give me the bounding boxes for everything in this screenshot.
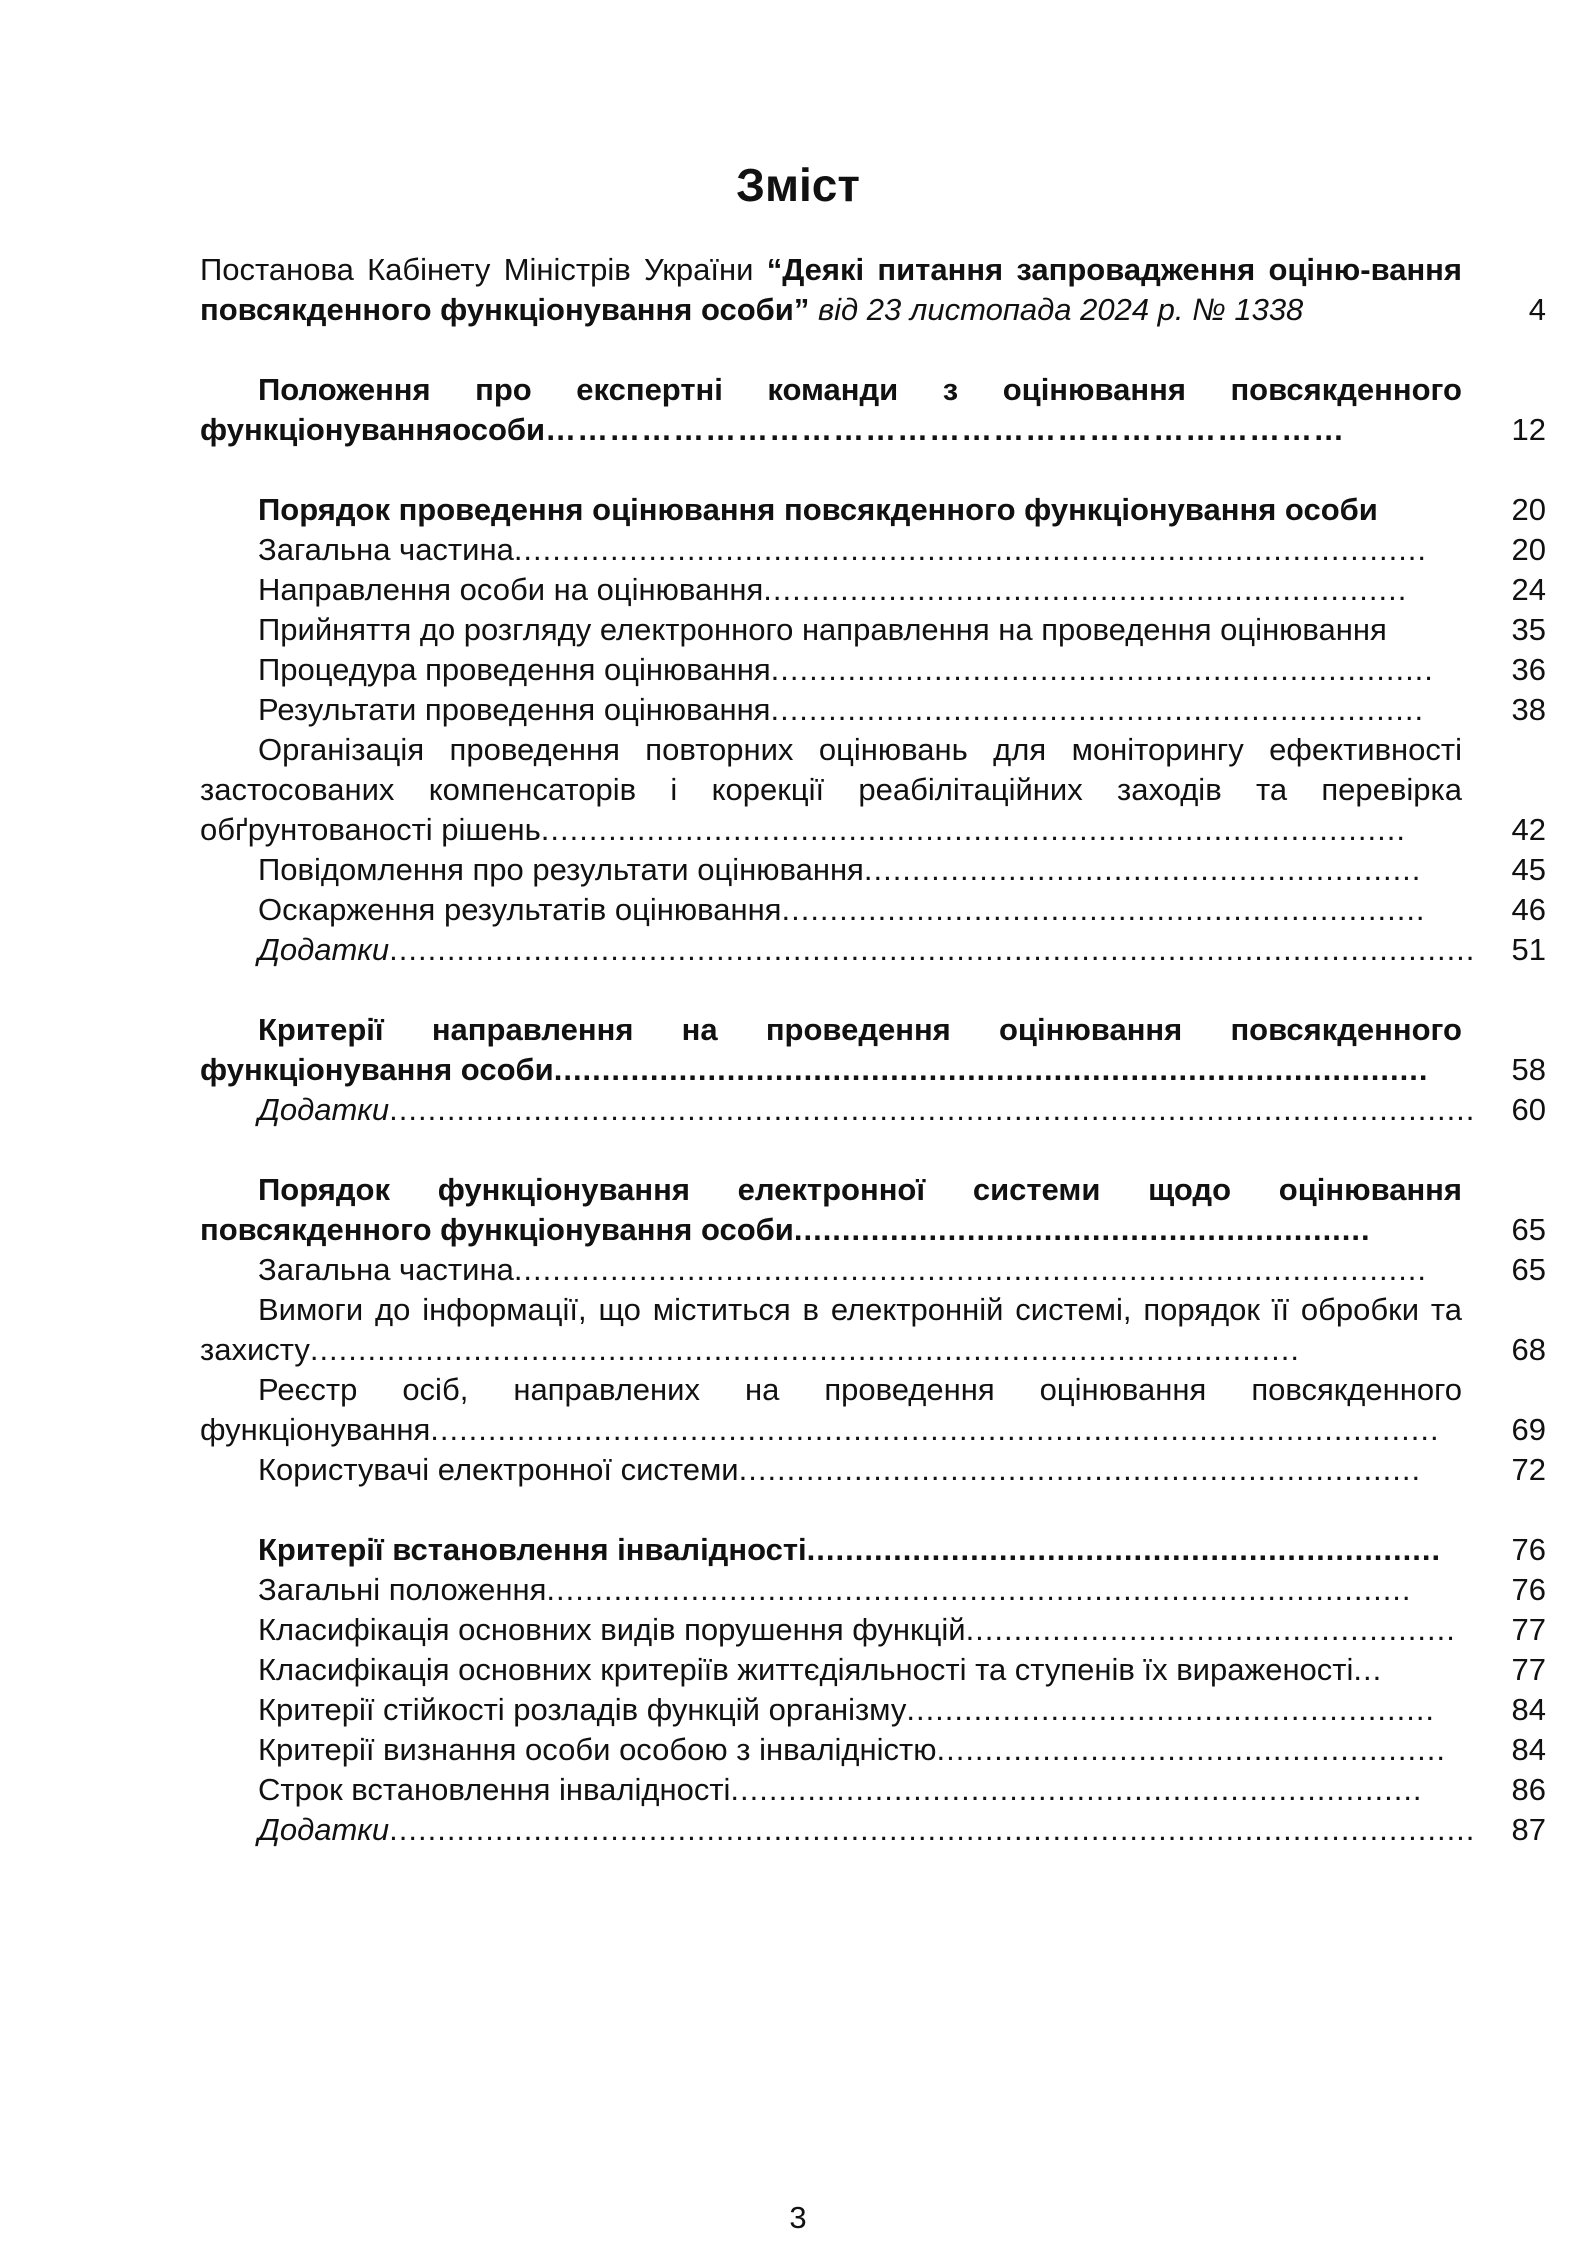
toc-entry (200, 690, 1546, 730)
toc-page-number: 72 (1511, 1452, 1546, 1487)
toc-entry-title: Загальна частина (258, 1252, 514, 1287)
section-spacer (200, 330, 1546, 370)
toc-entry (200, 650, 1546, 690)
toc-entry-text (200, 610, 1462, 650)
table-of-contents (200, 250, 1546, 1850)
toc-entry (200, 1290, 1546, 1370)
toc-entry-title: Положення про експертні команди з оцінювання повсякденного функціонуванняособи (200, 372, 1462, 447)
toc-entry-text (200, 490, 1462, 530)
dot-leader: ........................................................................................... (553, 1052, 1429, 1087)
toc-entry-text (200, 850, 1462, 890)
toc-page-number: 87 (1511, 1812, 1546, 1847)
toc-entry-title: Процедура проведення оцінювання (258, 652, 771, 687)
toc-entry (200, 730, 1546, 850)
toc-section (200, 1530, 1546, 1850)
toc-entry-title: Класифікація основних видів порушення функцій (258, 1612, 966, 1647)
toc-page-number: 77 (1511, 1652, 1546, 1687)
toc-entry-title: Додатки (258, 932, 390, 967)
toc-page-number: 38 (1511, 692, 1546, 727)
dot-leader: .......................................................................................... (540, 812, 1406, 847)
dot-leader: ................................................................................................................. (389, 932, 1476, 967)
dot-leader: ............................................................ (793, 1212, 1371, 1247)
toc-entry-text (200, 1370, 1462, 1450)
section-spacer (200, 1490, 1546, 1530)
toc-entry (200, 530, 1546, 570)
toc-entry (200, 1250, 1546, 1290)
dot-leader: .......................................................... (863, 852, 1422, 887)
toc-entry-title: Оскарження результатів оцінювання (258, 892, 782, 927)
dot-leader: ........................................................................ (730, 1772, 1423, 1807)
toc-entry-text (200, 1010, 1462, 1090)
toc-entry (200, 570, 1546, 610)
toc-entry (200, 1610, 1546, 1650)
toc-entry-text (200, 1570, 1462, 1610)
toc-entry (200, 1370, 1546, 1450)
toc-entry-title: Повідомлення про результати оцінювання (258, 852, 864, 887)
toc-page-number: 42 (1511, 812, 1546, 847)
dot-leader: ………………………………………………………………… (545, 412, 1346, 447)
toc-entry (200, 850, 1546, 890)
dot-leader: ................................................................................................................. (389, 1812, 1476, 1847)
dot-leader: ....................................................................................................... (309, 1332, 1300, 1367)
dot-leader: ......................................................................................................... (430, 1412, 1440, 1447)
toc-page-number: 58 (1511, 1052, 1546, 1087)
toc-entry-title: Критерії стійкості розладів функцій організму (258, 1692, 907, 1727)
toc-section (200, 1010, 1546, 1130)
toc-page-number: 68 (1511, 1332, 1546, 1367)
toc-page-number: 35 (1511, 612, 1546, 647)
toc-entry-title: Класифікація основних критеріїв життєдіяльності та ступенів їх вираженості (258, 1652, 1354, 1687)
toc-page-number: 84 (1511, 1732, 1546, 1767)
toc-section (200, 1170, 1546, 1490)
toc-entry-title: Прийняття до розгляду електронного направлення на проведення оцінювання (258, 612, 1387, 647)
toc-page-number: 45 (1511, 852, 1546, 887)
toc-entry-text (200, 570, 1462, 610)
toc-page-number: 60 (1511, 1092, 1546, 1127)
toc-entry (200, 1730, 1546, 1770)
decree-title-plain: Постанова Кабінету Міністрів України (200, 252, 767, 287)
toc-entry-text (200, 1730, 1462, 1770)
decree-title-bold: “Деякі питання запровадження оціню-вання повсякденного функціонування особи” (200, 252, 1462, 327)
toc-entry-title: Критерії визнання особи особою з інвалідністю (258, 1732, 937, 1767)
toc-entry (200, 1570, 1546, 1610)
toc-entry-text (200, 1290, 1462, 1370)
toc-entry-text (200, 530, 1462, 570)
toc-entry-title: Порядок проведення оцінювання повсякденного функціонування особи (258, 492, 1378, 527)
toc-page-number: 46 (1511, 892, 1546, 927)
toc-entry-text (200, 1170, 1462, 1250)
dot-leader: ................................................................... (781, 892, 1426, 927)
toc-entry (200, 1450, 1546, 1490)
dot-leader: ............................................................................................... (513, 532, 1428, 567)
toc-entry (200, 1170, 1546, 1250)
dot-leader: ... (1353, 1652, 1383, 1687)
toc-entry-text (200, 250, 1462, 330)
toc-entry (200, 1810, 1546, 1850)
toc-entry (200, 610, 1546, 650)
toc-page-number: 86 (1511, 1772, 1546, 1807)
toc-entry (200, 1010, 1546, 1090)
toc-entry-title: Організація проведення повторних оцінювань для моніторингу ефективності застосованих компенсаторів і корекції реабілітаційних заходів та перевірка обґрунтованості рішень (200, 732, 1462, 847)
toc-entry-text (200, 890, 1462, 930)
toc-page-number: 77 (1511, 1612, 1546, 1647)
dot-leader: ..................................................................... (770, 652, 1434, 687)
dot-leader: ............................................................................................... (513, 1252, 1428, 1287)
dot-leader: ..................................................... (936, 1732, 1446, 1767)
toc-entry-intro (200, 250, 1546, 330)
toc-entry-text (200, 930, 1476, 970)
toc-page-number: 69 (1511, 1412, 1546, 1447)
toc-entry (200, 370, 1546, 450)
toc-entry-title: Критерії направлення на проведення оцінювання повсякденного функціонування особи (200, 1012, 1462, 1087)
toc-entry-text (200, 650, 1462, 690)
dot-leader: .................................................................... (770, 692, 1425, 727)
toc-page-number: 4 (1528, 292, 1546, 327)
section-spacer (200, 450, 1546, 490)
toc-page-number: 36 (1511, 652, 1546, 687)
toc-page-number: 51 (1511, 932, 1546, 967)
toc-entry-text (200, 1450, 1462, 1490)
toc-page-number: 12 (1511, 412, 1546, 447)
toc-page-number: 65 (1511, 1252, 1546, 1287)
toc-section (200, 370, 1546, 450)
toc-entry-title: Реєстр осіб, направлених на проведення оцінювання повсякденного функціонування (200, 1372, 1462, 1447)
toc-page-number: 76 (1511, 1532, 1546, 1567)
toc-page-number: 84 (1511, 1692, 1546, 1727)
toc-entry-title: Додатки (258, 1092, 390, 1127)
toc-entry-title: Строк встановлення інвалідності (258, 1772, 731, 1807)
dot-leader: .................................................................. (806, 1532, 1442, 1567)
toc-entry-title: Користувачі електронної системи (258, 1452, 739, 1487)
toc-entry-title: Направлення особи на оцінювання (258, 572, 764, 607)
toc-entry-title: Результати проведення оцінювання (258, 692, 771, 727)
toc-entry-text (200, 1090, 1476, 1130)
toc-entry-title: Загальна частина (258, 532, 514, 567)
toc-entry-text (200, 1770, 1462, 1810)
dot-leader: ................................................................... (763, 572, 1408, 607)
toc-entry-text (200, 1250, 1462, 1290)
toc-entry-title: Порядок функціонування електронної системи щодо оцінювання повсякденного функціонування особи (200, 1172, 1462, 1247)
toc-entry-text (200, 370, 1462, 450)
toc-entry-text (200, 1610, 1462, 1650)
toc-page-number: 76 (1511, 1572, 1546, 1607)
toc-entry-text (200, 1530, 1462, 1570)
toc-entry-title: Вимоги до інформації, що міститься в електронній системі, порядок її обробки та захисту (200, 1292, 1462, 1367)
dot-leader: ................................................................................................................. (389, 1092, 1476, 1127)
section-spacer (200, 1130, 1546, 1170)
toc-page-number: 20 (1511, 532, 1546, 567)
toc-entry (200, 890, 1546, 930)
toc-page-number: 20 (1511, 492, 1546, 527)
toc-entry (200, 930, 1546, 970)
dot-leader: ....................................................... (906, 1692, 1436, 1727)
toc-entry (200, 1770, 1546, 1810)
toc-page-number: 24 (1511, 572, 1546, 607)
toc-page-number: 65 (1511, 1212, 1546, 1247)
toc-entry-text (200, 1650, 1462, 1690)
toc-entry (200, 1530, 1546, 1570)
toc-entry (200, 1650, 1546, 1690)
toc-entry-title: Критерії встановлення інвалідності (258, 1532, 807, 1567)
toc-entry-text (200, 1810, 1476, 1850)
dot-leader: ................................................... (965, 1612, 1456, 1647)
toc-entry (200, 1090, 1546, 1130)
toc-entry (200, 490, 1546, 530)
dot-leader: ....................................................................... (738, 1452, 1422, 1487)
toc-entry-text (200, 1690, 1462, 1730)
toc-entry-text (200, 690, 1462, 730)
dot-leader: .......................................................................................... (546, 1572, 1412, 1607)
page-number: 3 (789, 2200, 807, 2235)
page-title: Зміст (736, 159, 860, 211)
toc-section (200, 490, 1546, 970)
toc-entry-title: Загальні положення (258, 1572, 547, 1607)
toc-entry-title: Додатки (258, 1812, 390, 1847)
section-spacer (200, 970, 1546, 1010)
toc-entry-text (200, 730, 1462, 850)
decree-date: від 23 листопада 2024 р. № 1338 (809, 292, 1304, 327)
toc-entry (200, 1690, 1546, 1730)
